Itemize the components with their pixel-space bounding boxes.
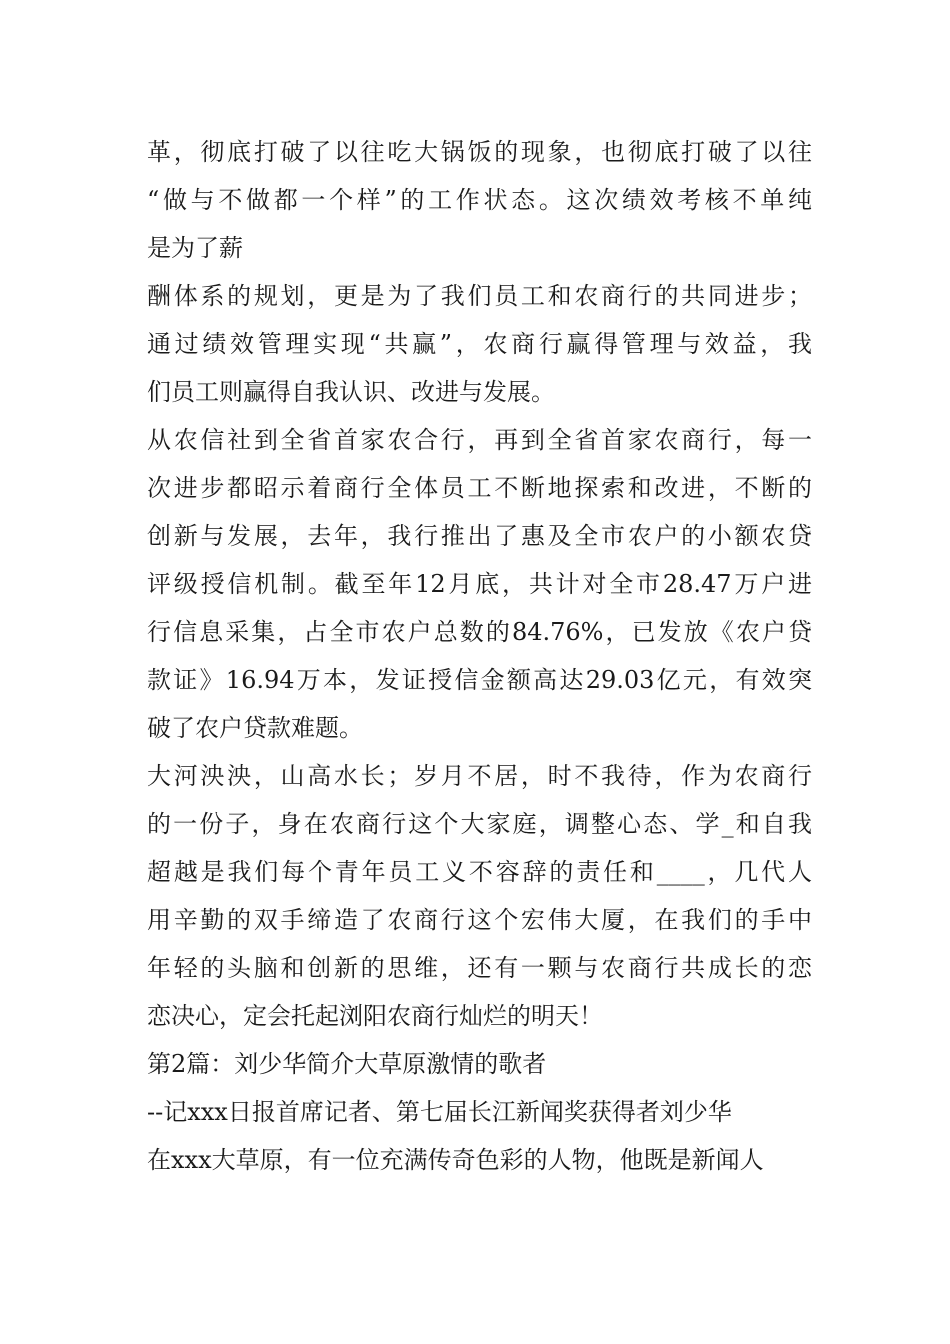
text-line: 评级授信机制。截至年12月底，共计对全市28.47万户进 — [147, 570, 812, 598]
text-line: 大河泱泱，山高水长；岁月不居，时不我待，作为农商行 — [147, 762, 812, 790]
text-line: 革，彻底打破了以往吃大锅饭的现象，也彻底打破了以往 — [147, 138, 812, 166]
text-line: 年轻的头脑和创新的思维，还有一颗与农商行共成长的恋 — [147, 954, 812, 982]
text-line: 创新与发展，去年，我行推出了惠及全市农户的小额农贷 — [147, 522, 812, 550]
text-line: 恋决心，定会托起浏阳农商行灿烂的明天！ — [147, 1002, 603, 1030]
text-line: 超越是我们每个青年员工义不容辞的责任和____，几代人 — [147, 858, 812, 886]
section-subtitle: --记xxx日报首席记者、第七届长江新闻奖获得者刘少华 — [147, 1098, 732, 1126]
text-line: 的一份子，身在农商行这个大家庭，调整心态、学_和自我 — [147, 810, 812, 838]
text-line: 用辛勤的双手缔造了农商行这个宏伟大厦，在我们的手中 — [147, 906, 812, 934]
text-line: 通过绩效管理实现“共赢”，农商行赢得管理与效益，我 — [147, 330, 812, 358]
section-heading: 第2篇：刘少华简介大草原激情的歌者 — [147, 1050, 547, 1078]
document-body — [147, 128, 812, 1184]
text-line: 们员工则赢得自我认识、改进与发展。 — [147, 378, 555, 406]
text-line: 款证》16.94万本，发证授信金额高达29.03亿元，有效突 — [147, 666, 812, 694]
text-line: 破了农户贷款难题。 — [147, 714, 363, 742]
text-line: 酬体系的规划，更是为了我们员工和农商行的共同进步； — [147, 282, 812, 310]
text-line: 是为了薪 — [147, 234, 243, 262]
text-line: 从农信社到全省首家农合行，再到全省首家农商行，每一 — [147, 426, 812, 454]
text-line: 次进步都昭示着商行全体员工不断地探索和改进，不断的 — [147, 474, 812, 502]
text-line: “做与不做都一个样”的工作状态。这次绩效考核不单纯 — [147, 186, 812, 214]
text-line: 行信息采集，占全市农户总数的84.76%，已发放《农户贷 — [147, 618, 812, 646]
text-line: 在xxx大草原，有一位充满传奇色彩的人物，他既是新闻人 — [147, 1146, 764, 1174]
